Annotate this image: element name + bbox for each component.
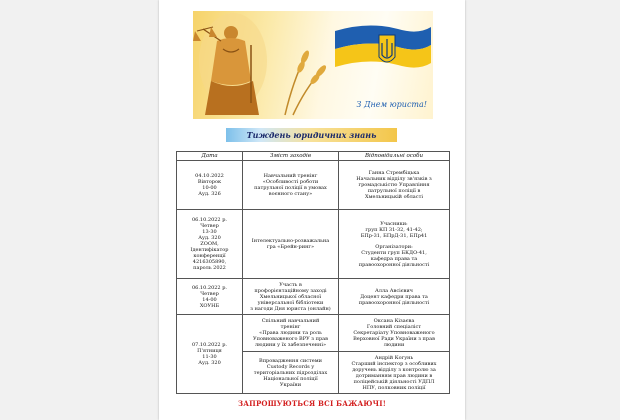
responsible-line: Старший інспектор з особливих bbox=[351, 360, 437, 367]
themis-statue-icon bbox=[193, 13, 267, 115]
date-line: 11-30 bbox=[202, 354, 217, 360]
ukraine-coat-of-arms-icon bbox=[379, 35, 395, 62]
date-line: 10-00 bbox=[202, 185, 217, 191]
date-line: 14-00 bbox=[202, 296, 217, 303]
event-line: «Особливості роботи bbox=[262, 179, 319, 185]
date-cell bbox=[177, 279, 243, 315]
responsible-line: правоохоронної діяльності bbox=[358, 261, 430, 268]
event-line: тренінг bbox=[280, 324, 301, 330]
responsible-line: поліцейській діяльності УДПЛ bbox=[353, 378, 435, 385]
responsible-line: правоохоронної діяльності bbox=[358, 299, 430, 306]
event-line: Хмельницької обласної bbox=[259, 293, 322, 300]
responsible-line: доручень відділу з контролю за bbox=[352, 366, 436, 373]
date-line: Ауд. 320 bbox=[198, 360, 221, 366]
responsible-line: громадськістю Управління bbox=[358, 182, 430, 188]
responsible-line: дотриманням прав людини в bbox=[355, 372, 433, 379]
table-row bbox=[177, 210, 450, 279]
responsible-line: кафедра права та bbox=[370, 255, 418, 262]
event-line: з нагоди Дня юриста (онлайн) bbox=[250, 305, 331, 312]
responsible-line: груп КП 31-32, 41-42; bbox=[365, 226, 423, 233]
event-line: універсальної бібліотеки bbox=[257, 299, 324, 306]
date-line: ХОУНБ bbox=[199, 302, 220, 309]
responsible-line: Учасники: bbox=[380, 220, 408, 227]
date-cell bbox=[177, 315, 243, 394]
event-line: воєнного стану» bbox=[268, 191, 313, 197]
date-line: 06.10.2022 р. bbox=[191, 284, 227, 291]
table-row bbox=[177, 161, 450, 210]
header-event: Зміст заходів bbox=[243, 152, 339, 161]
event-line: гра «Брейн-ринг» bbox=[266, 244, 315, 250]
date-line: 13-30 bbox=[202, 229, 217, 235]
invitation-footer: ЗАПРОШУЮТЬСЯ ВСІ БАЖАЮЧІ! bbox=[238, 399, 386, 408]
responsible-line: Начальник відділу зв'язків з bbox=[356, 176, 432, 182]
date-line: 04.10.2022 bbox=[195, 173, 224, 179]
header-date: Дата bbox=[177, 152, 243, 161]
schedule-table bbox=[176, 151, 450, 394]
responsible-cell bbox=[339, 161, 450, 210]
date-line: Ауд. 320 bbox=[198, 235, 221, 241]
event-cell bbox=[243, 210, 339, 279]
day-of-lawyer-banner bbox=[193, 11, 433, 119]
responsible-line: Алла Авсієвич bbox=[375, 287, 413, 294]
event-cell bbox=[243, 315, 339, 352]
event-cell bbox=[243, 161, 339, 210]
date-cell bbox=[177, 210, 243, 279]
event-line: територіальних підрозділах bbox=[253, 369, 328, 376]
table-row bbox=[177, 315, 450, 352]
event-line: людини у їх забезпеченні» bbox=[254, 342, 327, 348]
responsible-line: людини bbox=[383, 342, 405, 348]
date-line: ZOOM, bbox=[200, 241, 219, 247]
event-line: Custody Records у bbox=[266, 363, 315, 370]
event-line: Навчальний тренінг bbox=[263, 173, 318, 179]
responsible-cell bbox=[339, 315, 450, 352]
responsible-line: НПУ, полковник поліції bbox=[362, 384, 426, 391]
responsible-line: Секретаріату Уповноваженого bbox=[353, 330, 435, 336]
date-line: П'ятниця bbox=[197, 348, 222, 354]
event-cell bbox=[243, 352, 339, 394]
date-line: 07.10.2022 р. bbox=[191, 342, 227, 348]
responsible-line: Хмельницькій області bbox=[365, 194, 423, 200]
responsible-line: Ганна Стрембіцька bbox=[368, 170, 420, 176]
responsible-line: Андрій Когунь bbox=[374, 354, 414, 361]
table-header-row bbox=[177, 152, 450, 161]
date-line: Четвер bbox=[200, 223, 219, 229]
responsible-cell bbox=[339, 352, 450, 394]
event-line: профорієнтаційному заході bbox=[254, 287, 327, 294]
event-line: «Права людини та роль bbox=[259, 330, 322, 336]
responsible-cell bbox=[339, 210, 450, 279]
event-line: Впровадження системи bbox=[259, 357, 322, 364]
event-line: України bbox=[279, 381, 302, 388]
table-row bbox=[177, 279, 450, 315]
date-line: Ідентифікатор bbox=[190, 247, 229, 253]
event-line: Інтелектуально-розважальна bbox=[251, 238, 330, 244]
date-line: Ауд. 326 bbox=[198, 191, 221, 197]
event-line: Національної поліції bbox=[263, 375, 318, 382]
date-line: конференції bbox=[193, 253, 226, 259]
responsible-line: БПр-31, БПрД-31, БПр41 bbox=[360, 232, 428, 239]
responsible-line: Організатори: bbox=[375, 243, 413, 250]
event-line: Участь в bbox=[279, 281, 302, 288]
date-line: пароль 2022 bbox=[193, 265, 226, 271]
document-page bbox=[159, 0, 465, 420]
responsible-line: Доцент кафедри права та bbox=[360, 293, 428, 300]
date-line: Четвер bbox=[200, 290, 219, 297]
header-responsible: Відповідальні особи bbox=[339, 152, 450, 161]
responsible-line: Оксана Кізаєва bbox=[373, 318, 415, 324]
week-title: Тиждень юридичних знань bbox=[226, 128, 397, 142]
date-line: 4216305890, bbox=[192, 259, 227, 265]
date-line: Вівторок bbox=[197, 179, 222, 185]
event-cell bbox=[243, 279, 339, 315]
event-line: Уповноваженого ВРУ з прав bbox=[253, 336, 328, 342]
date-cell bbox=[177, 161, 243, 210]
event-line: патрульної поліції в умовах bbox=[254, 185, 327, 191]
responsible-line: Студенти груп БКДО-41, bbox=[361, 249, 427, 256]
responsible-line: Верховної Ради України з прав bbox=[353, 336, 435, 342]
responsible-line: патрульної поліції в bbox=[367, 188, 421, 194]
responsible-cell bbox=[339, 279, 450, 315]
banner-caption: З Днем юриста! bbox=[356, 100, 427, 109]
date-line: 06.10.2022 р. bbox=[191, 217, 227, 223]
responsible-line: Головний спеціаліст bbox=[366, 324, 422, 330]
wheat-ears-icon bbox=[285, 49, 328, 115]
event-line: Спільний навчальний bbox=[261, 318, 320, 324]
